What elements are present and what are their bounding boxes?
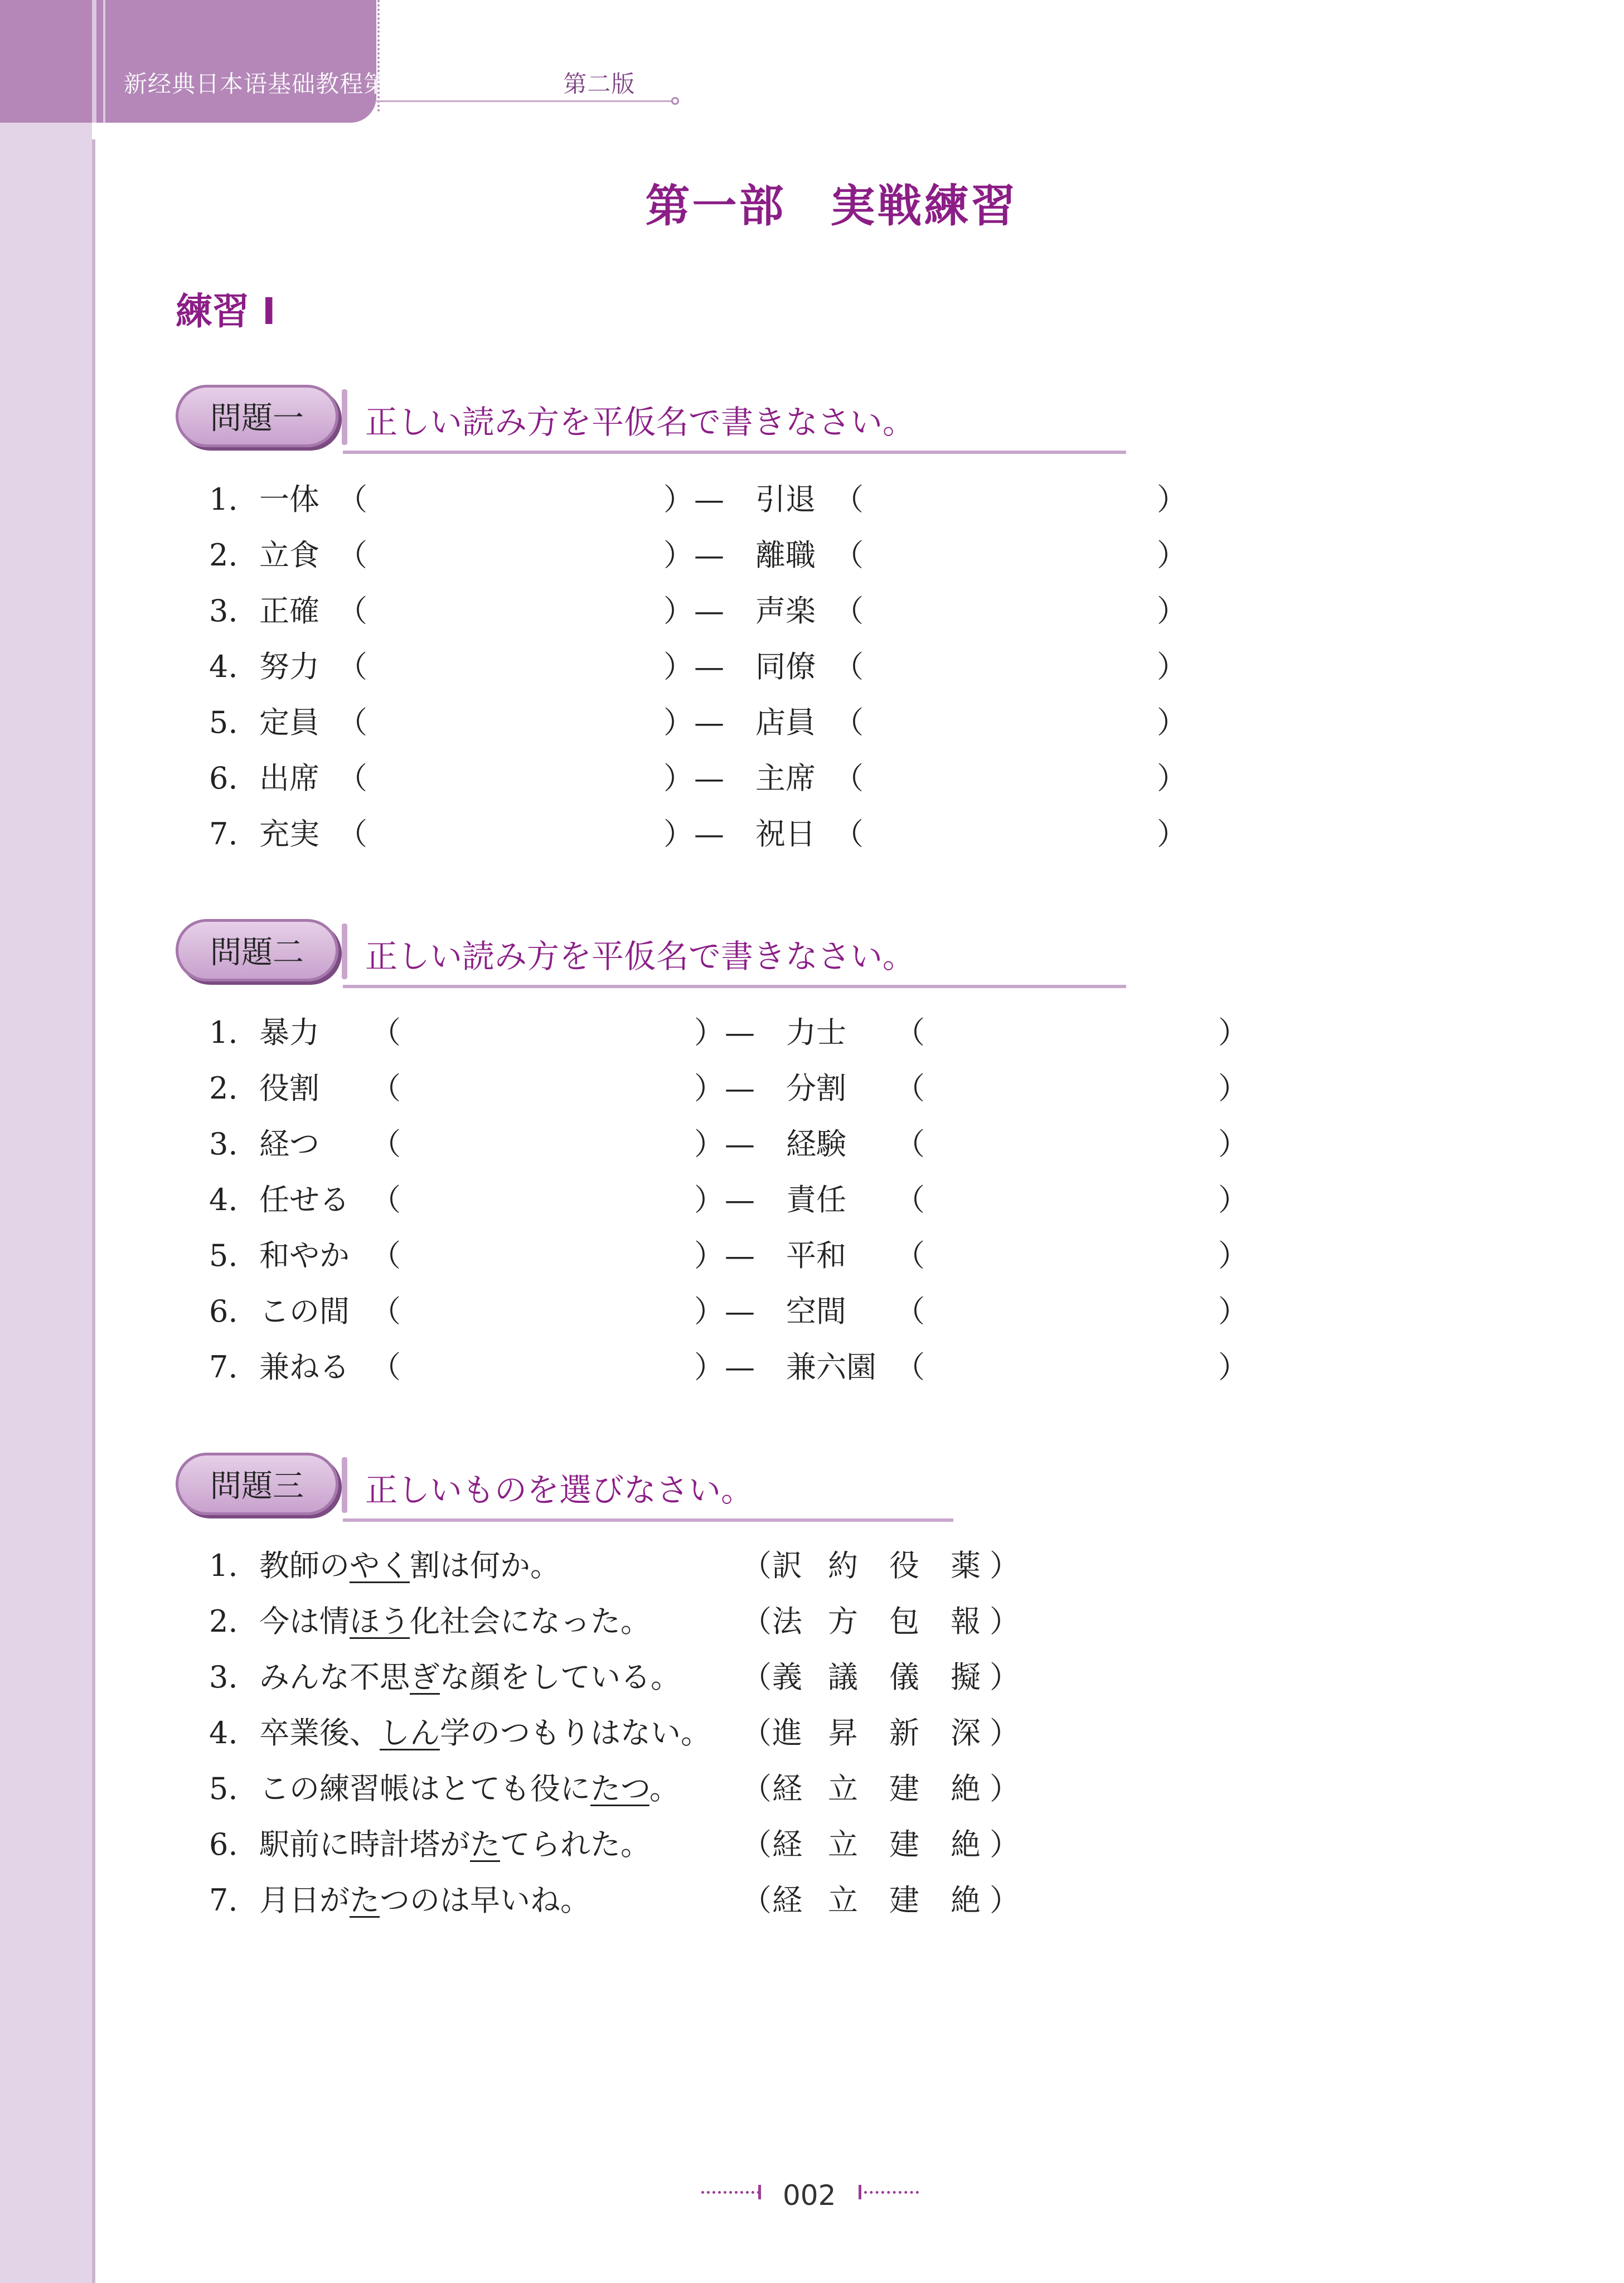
dash: — [694,816,724,852]
word-a: 経つ [259,1126,319,1162]
underlined-reading: た [470,1827,500,1862]
word-b: 声楽 [755,593,816,628]
header-line [376,100,675,102]
item-number: 7. [209,1350,238,1385]
paren-open: （ [833,761,864,796]
paren-close: ） [1157,816,1187,852]
item-number: 3. [209,1126,238,1162]
choice-option[interactable]: 立 [828,1883,858,1918]
paren-open: （ [337,538,367,573]
paren-close: ） [1218,1182,1248,1217]
sentence-pre: みんな不思 [259,1660,410,1695]
dash: — [694,705,724,740]
sentence-post: 学のつもりはない。 [440,1715,711,1750]
paren-open: （ [337,705,367,740]
sentence-post: つのは早いね。 [380,1883,590,1918]
book-title [124,66,635,99]
word-b: 兼六園 [786,1350,876,1385]
choice-option[interactable]: 経 [772,1827,802,1862]
paren-open: （ [371,1126,401,1162]
sentence [259,1661,681,1694]
choice-option[interactable]: 議 [828,1660,858,1695]
reading-answer-blank[interactable] [404,1016,694,1049]
word-b: 力士 [786,1015,846,1050]
word-b: 店員 [755,705,816,740]
word-b: 平和 [786,1238,846,1273]
reading-answer-blank[interactable] [928,1016,1218,1049]
item-number: 4. [209,1715,238,1750]
dash: — [725,1015,755,1050]
dash: — [725,1294,755,1329]
word-a: 任せる [259,1182,350,1217]
side-rule [92,139,95,2283]
paren-open: （ [895,1294,925,1329]
paren-close: ） [694,1182,724,1217]
paren-close: ） [663,482,694,517]
reading-answer-blank[interactable] [404,1128,694,1161]
item-number: 3. [209,1660,238,1695]
page-number-dots-right [864,2191,919,2194]
paren-close: ） [694,1238,724,1273]
page-number: 002 [783,2179,836,2212]
q2-header [176,919,956,991]
paren-close: ） [990,1883,1020,1918]
paren-open: （ [371,1350,401,1385]
choice-option[interactable]: 約 [828,1548,858,1583]
item-number: 5. [209,1238,238,1273]
underlined-reading: ほう [350,1604,410,1639]
sentence [259,1884,590,1917]
dash: — [694,649,724,684]
paren-open: （ [833,816,864,852]
part-title-right: 実戦練習 [830,180,1018,232]
underlined-reading: やく [350,1548,410,1583]
word-b: 主席 [755,761,816,796]
choice-option[interactable]: 立 [828,1771,858,1806]
word-b: 責任 [786,1182,846,1217]
paren-close: ） [663,816,694,852]
paren-open: （ [371,1071,401,1106]
reading-answer-blank[interactable] [928,1351,1218,1384]
dash: — [694,538,724,573]
paren-close: ） [990,1548,1020,1583]
word-a: 役割 [259,1071,319,1106]
reading-answer-blank[interactable] [371,762,663,795]
dash: — [694,482,724,517]
dash: — [725,1126,755,1162]
item-number: 5. [209,705,238,740]
reading-answer-blank[interactable] [371,706,663,739]
paren-close: ） [1157,482,1187,517]
choice-option[interactable]: 深 [951,1715,981,1750]
paren-open: （ [741,1771,772,1806]
item-number: 1. [209,1015,238,1050]
word-a: 和やか [259,1238,350,1273]
choice-option[interactable]: 絶 [951,1883,981,1918]
item-number: 2. [209,1071,238,1106]
paren-close: ） [990,1604,1020,1639]
dash: — [725,1350,755,1385]
q2-bar [342,923,347,979]
header-stripe [103,0,105,123]
sentence-post: てられた。 [500,1827,651,1862]
word-a: 兼ねる [259,1350,350,1385]
q1-header [176,385,956,457]
header-dot [671,97,679,105]
paren-open: （ [741,1548,772,1583]
choice-option[interactable]: 経 [772,1883,802,1918]
dash: — [725,1238,755,1273]
sentence [259,1716,711,1750]
q1-label: 問題一 [176,385,338,447]
q1-rule [343,451,1126,454]
paren-close: ） [663,593,694,628]
part-title-left: 第一部 [645,180,786,232]
paren-close: ） [1157,649,1187,684]
q2-rule [343,985,1126,988]
q3-bar [342,1457,347,1513]
paren-open: （ [895,1071,925,1106]
paren-open: （ [895,1350,925,1385]
item-number: 7. [209,1883,238,1918]
q1-instruction: 正しい読み方を平仮名で書きなさい。 [365,403,915,441]
word-a: 努力 [259,649,319,684]
choice-option[interactable]: 絶 [951,1827,981,1862]
paren-open: （ [337,761,367,796]
word-b: 離職 [755,538,816,573]
dash: — [725,1071,755,1106]
reading-answer-blank[interactable] [928,1072,1218,1105]
underlined-reading: たつ [590,1771,649,1806]
paren-open: （ [895,1182,925,1217]
word-a: 充実 [259,816,319,852]
q1-bar [342,389,347,445]
paren-close: ） [694,1015,724,1050]
word-a: 定員 [259,705,319,740]
word-a: 正確 [259,593,319,628]
word-a: 一体 [259,482,319,517]
choice-option[interactable]: 建 [889,1771,919,1806]
reading-answer-blank[interactable] [371,539,663,572]
paren-open: （ [371,1182,401,1217]
paren-close: ） [990,1715,1020,1750]
reading-answer-blank[interactable] [404,1295,694,1328]
paren-open: （ [833,482,864,517]
paren-open: （ [741,1715,772,1750]
reading-answer-blank[interactable] [867,483,1157,516]
paren-open: （ [741,1827,772,1862]
paren-close: ） [663,761,694,796]
paren-open: （ [371,1015,401,1050]
reading-answer-blank[interactable] [371,483,663,516]
item-number: 6. [209,1827,238,1862]
header-stripe [92,0,96,123]
part-title [0,170,1624,234]
paren-open: （ [895,1126,925,1162]
paren-close: ） [1218,1071,1248,1106]
reading-answer-blank[interactable] [371,650,663,684]
paren-open: （ [833,593,864,628]
choice-option[interactable]: 建 [889,1827,919,1862]
choice-option[interactable]: 絶 [951,1771,981,1806]
reading-answer-blank[interactable] [928,1239,1218,1273]
paren-close: ） [663,538,694,573]
reading-answer-blank[interactable] [867,762,1157,795]
reading-answer-blank[interactable] [928,1183,1218,1217]
choice-option[interactable]: 建 [889,1883,919,1918]
word-a: 暴力 [259,1015,319,1050]
paren-close: ） [694,1350,724,1385]
paren-open: （ [741,1883,772,1918]
paren-open: （ [895,1238,925,1273]
item-number: 6. [209,1294,238,1329]
sentence-pre: 駅前に時計塔が [259,1827,470,1862]
reading-answer-blank[interactable] [404,1072,694,1105]
book-title-main: 新经典日本语基础教程第三册同步练习册 [124,70,556,98]
paren-open: （ [337,482,367,517]
choice-option[interactable]: 儀 [889,1660,919,1695]
paren-close: ） [663,705,694,740]
choice-option[interactable]: 新 [889,1715,919,1750]
reading-answer-blank[interactable] [371,594,663,628]
q2-label: 問題二 [176,919,338,981]
paren-close: ） [990,1827,1020,1862]
paren-open: （ [337,593,367,628]
word-b: 空間 [786,1294,846,1329]
paren-close: ） [694,1126,724,1162]
reading-answer-blank[interactable] [867,706,1157,739]
paren-close: ） [1218,1015,1248,1050]
paren-close: ） [1157,705,1187,740]
q2-instruction: 正しい読み方を平仮名で書きなさい。 [365,937,915,975]
word-a: この間 [259,1294,350,1329]
sentence [259,1605,651,1638]
item-number: 4. [209,649,238,684]
choice-option[interactable]: 包 [889,1604,919,1639]
paren-open: （ [337,649,367,684]
reading-answer-blank[interactable] [404,1239,694,1273]
underlined-reading: しん [380,1715,440,1750]
choice-option[interactable]: 役 [889,1548,919,1583]
choice-option[interactable]: 方 [828,1604,858,1639]
paren-close: ） [990,1660,1020,1695]
item-number: 6. [209,761,238,796]
q3-label: 問題三 [176,1453,338,1515]
sentence [259,1828,651,1861]
choice-option[interactable]: 昇 [828,1715,858,1750]
choice-option[interactable]: 経 [772,1771,802,1806]
sentence-pre: 卒業後、 [259,1715,380,1750]
sentence-pre: 今は情 [259,1604,350,1639]
choice-option[interactable]: 法 [772,1604,802,1639]
reading-answer-blank[interactable] [404,1351,694,1384]
underlined-reading: ぎ [410,1660,440,1695]
paren-open: （ [741,1604,772,1639]
sentence [259,1772,680,1806]
reading-answer-blank[interactable] [928,1295,1218,1328]
paren-close: ） [1157,538,1187,573]
paren-close: ） [1218,1126,1248,1162]
choice-option[interactable]: 薬 [951,1548,981,1583]
underlined-reading: た [350,1883,380,1918]
word-a: 立食 [259,538,319,573]
word-b: 祝日 [755,816,816,852]
section-title: 練習 I [176,290,276,333]
reading-answer-blank[interactable] [371,818,663,851]
reading-answer-blank[interactable] [867,818,1157,851]
choice-option[interactable]: 立 [828,1827,858,1862]
paren-open: （ [741,1660,772,1695]
paren-open: （ [371,1294,401,1329]
paren-close: ） [1218,1294,1248,1329]
reading-answer-blank[interactable] [867,539,1157,572]
paren-open: （ [833,538,864,573]
dash: — [694,593,724,628]
choice-option[interactable]: 進 [772,1715,802,1750]
sentence-post: 化社会になった。 [410,1604,651,1639]
choice-option[interactable]: 報 [951,1604,981,1639]
paren-close: ） [663,649,694,684]
sentence-post: 割は何か。 [410,1548,560,1583]
paren-open: （ [833,705,864,740]
reading-answer-blank[interactable] [867,650,1157,684]
sentence-pre: 教師の [259,1548,350,1583]
sentence [259,1549,560,1583]
sentence-post: な顔をしている。 [440,1660,681,1695]
paren-close: ） [990,1771,1020,1806]
reading-answer-blank[interactable] [404,1183,694,1217]
word-b: 引退 [755,482,816,517]
item-number: 4. [209,1182,238,1217]
dash: — [725,1182,755,1217]
sentence-post: 。 [649,1771,680,1806]
choice-option[interactable]: 擬 [951,1660,981,1695]
item-number: 1. [209,482,238,517]
q3-header [176,1453,956,1525]
page-number-dots-left [701,2191,760,2194]
paren-open: （ [895,1015,925,1050]
item-number: 2. [209,1604,238,1639]
paren-close: ） [694,1294,724,1329]
dash: — [694,761,724,796]
word-b: 経験 [786,1126,846,1162]
item-number: 7. [209,816,238,852]
paren-open: （ [833,649,864,684]
item-number: 1. [209,1548,238,1583]
page-number-tick-left [758,2185,761,2199]
choice-option[interactable]: 訳 [772,1548,802,1583]
q3-instruction: 正しいものを選びなさい。 [365,1471,754,1509]
reading-answer-blank[interactable] [928,1128,1218,1161]
paren-close: ） [1157,761,1187,796]
reading-answer-blank[interactable] [867,594,1157,628]
word-b: 分割 [786,1071,846,1106]
item-number: 3. [209,593,238,628]
header-tab [0,0,376,123]
word-a: 出席 [259,761,319,796]
book-title-edition: 第二版 [563,70,636,98]
page-number-tick-right [859,2185,861,2199]
side-band [0,0,92,2283]
paren-close: ） [1218,1238,1248,1273]
item-number: 2. [209,538,238,573]
paren-open: （ [337,816,367,852]
choice-option[interactable]: 義 [772,1660,802,1695]
sentence-pre: この練習帳はとても役に [259,1771,590,1806]
q3-rule [343,1518,953,1522]
paren-close: ） [694,1071,724,1106]
paren-close: ） [1157,593,1187,628]
word-b: 同僚 [755,649,816,684]
item-number: 5. [209,1771,238,1806]
sentence-pre: 月日が [259,1883,350,1918]
paren-open: （ [371,1238,401,1273]
paren-close: ） [1218,1350,1248,1385]
